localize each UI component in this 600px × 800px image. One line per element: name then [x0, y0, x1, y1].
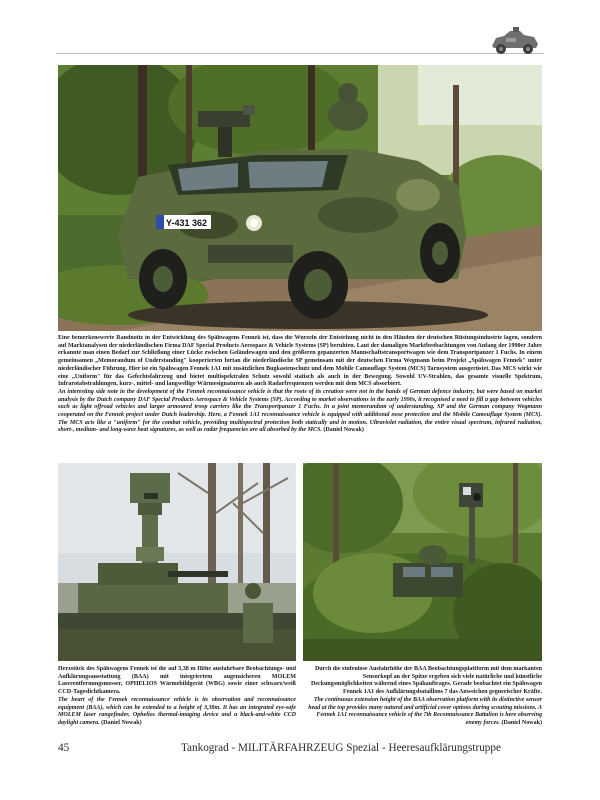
photo-credit: (Daniel Nowak) — [323, 427, 364, 434]
svg-text:Y-431 362: Y-431 362 — [166, 218, 208, 228]
caption-right-german: Durch die stufenlose Ausfahrhöhe der BAA Beobachtungsplattform mit dem markanten Sensorkopf an der Spitze ergeben sich viele natürliche und künstliche Deckungsmöglichkeiten während eines Spähauftrages. Gerade beobachtet ein Spähwagen Fennek 1A1 des Aufklärungsbataillons 7 das Anweichen gegnerischer Kräfte. — [310, 666, 542, 696]
caption-main-german: Eine bemerkenswerte Randnotiz in der Entwicklung des Spähwagens Fennek ist, dass die Wurzeln der Entstehung nicht in den Händen der deutschen Rüstungsindustrie lagen, sondern auf Marktanalysen der niederländischen Firma DAF Special Products Aerospace & Vehicle Systems (SP) beruhten. Laut der damaligen Marktbeobachtungen von Anfang der 1990er Jahre erkannte man einen Bedarf zur Schließung einer Lücke zwischen Geländewagen und den größeren gepanzerten Mannschaftstransportwagen wie dem Transportpanzer 1 Fuchs. In einem gemeinsamen „Memorandum of Understanding" kooperierten fortan die niederländische SP gemeinsam mit der deutschen Firma Wegmann beim Projekt „Spähwagen Fennek" unter niederländischer Führung. Hier ist ein Spähwagen Fennek 1A1 mit zusätzlichen Bugkastenschutz und dem Mobile Camouflage System (MCS) Tarnsystem ausgerüstet. Das MCS wirkt wie eine „Uniform" für das Gefechtsfahrzeug und bietet multispektralen Schutz sowohl statisch als auch in der Bewegung. Sowohl UV-Strahlen, das gesamte visuelle Spektrum, Infrarotabstrahlungen, kurz-, mittel- und langwellige Wärmesignaturen als auch Radarfrequenzen werden mit dem MCS absorbiert. — [58, 335, 542, 388]
photo-sensor-mast — [58, 463, 296, 661]
photo-credit: (Daniel Nowak) — [101, 719, 142, 726]
caption-main-english: An interesting side note in the development of the Fennek reconnaissance vehicle is that the roots of its creation were not in the hands of German defence industry, but were based on market analysis by the Dutch company DAF Special Products Aerospace & Vehicle Systems (SP). According to market observations in the early 1990s, it recognised a need to fill a gap between vehicles such as light offroad vehicles and larger armoured troop carriers like the Transportpanzer 1 Fuchs. In a joint memorandum of understanding, SP and the German company Wegmann cooperated on the Fennek project under Dutch leadership. Here, a Fennek 1A1 reconnaissance vehicle is equipped with additional nose protection and the Mobile Camouflage System (MCS). The MCS acts like a "uniform" for the combat vehicle, providing multispectral protection both statically and in motion. Ultraviolet radiation, the entire visual spectrum, infrared radiation, short-, medium- and long-wave heat signatures, as well as radar frequencies are all absorbed by the MCS. — [58, 388, 542, 434]
caption-main — [58, 335, 542, 461]
header-rule — [56, 53, 544, 54]
photo-concealed-vehicle — [303, 463, 542, 661]
caption-left — [58, 666, 296, 740]
caption-right-english: The continuous extension height of the BAA observation platform with its distinctive sensor head at the top provides many natural and artificial cover options during scouting missions. A Fennek 1A1 reconnaissance vehicle of the 7th Reconnaissance Battalion is here observing enemy forces. — [308, 696, 542, 726]
caption-right — [306, 666, 542, 740]
page-number: 45 — [58, 742, 70, 754]
photo-credit: (Daniel Nowak) — [501, 719, 542, 726]
footer-title: Tankograd - MILITÄRFAHRZEUG Spezial - Heeresaufklärungstruppe — [181, 742, 501, 754]
caption-left-german: Herzstück des Spähwagens Fennek ist die auf 3,38 m Höhe ausfahrbare Beobachtungs- und Aufklärungsausstattung (BAA) mit integriertem augensicheren MOLEM Laserentfernungsmesser, OPHELIOS Wärmebildgerät (WBG) sowie einer schwarz/weiß CCD-Tageslichtkamera. — [58, 666, 296, 696]
vehicle-silhouette-icon — [486, 26, 542, 56]
photo-fennek-forest — [58, 65, 542, 331]
caption-left-english: The heart of the Fennek reconnaissance vehicle is its observation and reconnaissance equipment (BAA), which can be extended to a height of 3,38m. It has an integrated eye-safe MOLEM laser rangefinder, Ophelios thermal-imaging device and a black-and-white CCD daylight camera. — [58, 696, 296, 726]
